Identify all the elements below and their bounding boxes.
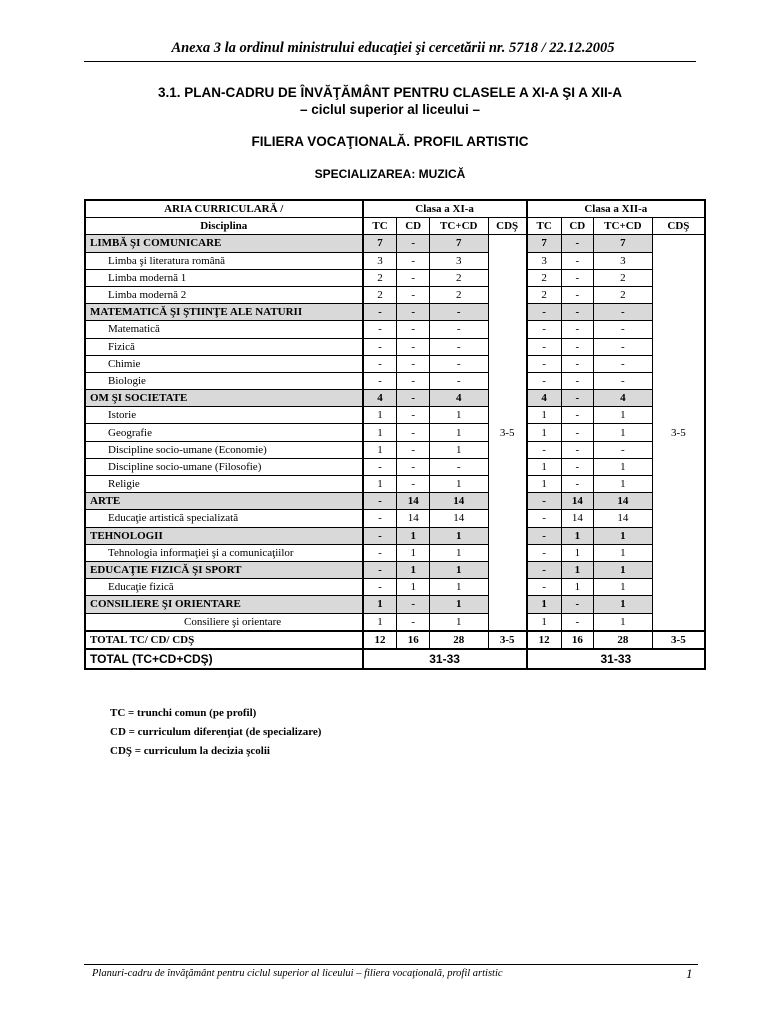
xii-cd-cell: - xyxy=(561,596,593,613)
xii-cd-cell: 1 xyxy=(561,544,593,561)
total-xii-cell: 16 xyxy=(561,631,593,649)
xii-tccd-cell: 1 xyxy=(594,561,653,578)
xi-tccd-cell: 4 xyxy=(429,390,488,407)
xii-tc-cell: 1 xyxy=(527,476,561,493)
xii-cd-cell: - xyxy=(561,390,593,407)
discipline-name: Consiliere şi orientare xyxy=(85,613,363,631)
xi-tccd-cell: 1 xyxy=(429,527,488,544)
xii-tc-cell: - xyxy=(527,544,561,561)
xii-tc-cell: - xyxy=(527,304,561,321)
xi-tc-cell: - xyxy=(363,510,397,527)
discipline-name: Discipline socio-umane (Economie) xyxy=(85,441,363,458)
xi-cd-cell: - xyxy=(397,304,429,321)
xii-tccd-cell: 7 xyxy=(594,235,653,252)
xii-tc-cell: - xyxy=(527,579,561,596)
legend xyxy=(110,704,321,761)
xii-tc-cell: 7 xyxy=(527,235,561,252)
xii-tc-header: TC xyxy=(527,218,561,235)
xi-tccd-cell: - xyxy=(429,304,488,321)
xi-tccd-cell: - xyxy=(429,338,488,355)
discipline-row xyxy=(85,441,705,458)
xii-tc-cell: - xyxy=(527,561,561,578)
legend-cd: CD = curriculum diferenţiat (de specializare) xyxy=(110,726,322,738)
xii-tc-cell: - xyxy=(527,441,561,458)
xi-tc-cell: - xyxy=(363,321,397,338)
xii-cd-cell: 1 xyxy=(561,579,593,596)
discipline-name: Limba modernă 1 xyxy=(85,269,363,286)
discipline-row xyxy=(85,458,705,475)
xi-tc-cell: 7 xyxy=(363,235,397,252)
col-area-header: ARIA CURRICULARĂ / xyxy=(85,200,363,218)
title-line-1: 3.1. PLAN-CADRU DE ÎNVĂŢĂMÂNT PENTRU CLASELE A XI-A ŞI A XII-A xyxy=(157,85,623,100)
xii-cds-header: CDŞ xyxy=(652,218,705,235)
xi-cd-cell: 1 xyxy=(397,544,429,561)
xi-tc-cell: 1 xyxy=(363,476,397,493)
xi-cd-cell: - xyxy=(397,252,429,269)
total-xi-cell: 3-5 xyxy=(488,631,527,649)
table-header-row-1 xyxy=(85,200,705,218)
discipline-row xyxy=(85,338,705,355)
total-xii-cell: 28 xyxy=(594,631,653,649)
xi-tccd-cell: 1 xyxy=(429,407,488,424)
total-xii-cell: 12 xyxy=(527,631,561,649)
xi-tc-cell: - xyxy=(363,493,397,510)
xi-tccd-cell: 1 xyxy=(429,596,488,613)
category-name: LIMBĂ ŞI COMUNICARE xyxy=(85,235,363,252)
table-header-row-2 xyxy=(85,218,705,235)
xii-tccd-cell: 2 xyxy=(594,286,653,303)
xi-tc-cell: 1 xyxy=(363,441,397,458)
xi-cd-cell: - xyxy=(397,235,429,252)
xii-tccd-cell: - xyxy=(594,321,653,338)
xii-cd-cell: - xyxy=(561,441,593,458)
xi-tc-cell: - xyxy=(363,372,397,389)
title-line-2: – ciclul superior al liceului – xyxy=(299,102,481,117)
xi-tccd-cell: 1 xyxy=(429,544,488,561)
xii-tccd-cell: - xyxy=(594,355,653,372)
xii-cd-cell: 1 xyxy=(561,527,593,544)
category-name: TEHNOLOGII xyxy=(85,527,363,544)
category-name: EDUCAŢIE FIZICĂ ŞI SPORT xyxy=(85,561,363,578)
xi-cd-header: CD xyxy=(397,218,429,235)
xi-cd-cell: - xyxy=(397,338,429,355)
xii-tccd-cell: - xyxy=(594,441,653,458)
legend-cds: CDŞ = curriculum la decizia şcolii xyxy=(110,745,270,757)
xi-tccd-cell: 1 xyxy=(429,424,488,441)
xi-tccd-cell: - xyxy=(429,321,488,338)
xii-tccd-cell: - xyxy=(594,372,653,389)
xi-tc-cell: 1 xyxy=(363,407,397,424)
xii-tccd-cell: 1 xyxy=(594,476,653,493)
discipline-name: Geografie xyxy=(85,424,363,441)
total-xi-cell: 16 xyxy=(397,631,429,649)
xi-cd-cell: 1 xyxy=(397,561,429,578)
grand-total-label: TOTAL (TC+CD+CDŞ) xyxy=(85,649,363,669)
xi-tccd-cell: 1 xyxy=(429,441,488,458)
total-row xyxy=(85,631,705,649)
xii-tc-cell: - xyxy=(527,372,561,389)
total-xii-cell: 3-5 xyxy=(652,631,705,649)
xii-tc-cell: 4 xyxy=(527,390,561,407)
category-name: OM ŞI SOCIETATE xyxy=(85,390,363,407)
xi-cd-cell: - xyxy=(397,441,429,458)
category-row xyxy=(85,493,705,510)
xi-cds-header: CDŞ xyxy=(488,218,527,235)
total-xi-cell: 12 xyxy=(363,631,397,649)
document-header: Anexa 3 la ordinul ministrului educaţiei şi cercetării nr. 5718 / 22.12.2005 xyxy=(171,40,615,56)
xii-cd-cell: 14 xyxy=(561,510,593,527)
xii-tccd-cell: 4 xyxy=(594,390,653,407)
xi-cd-cell: - xyxy=(397,390,429,407)
xi-tccd-header: TC+CD xyxy=(429,218,488,235)
discipline-row xyxy=(85,355,705,372)
xi-tc-cell: 1 xyxy=(363,596,397,613)
xi-tc-cell: - xyxy=(363,527,397,544)
grand-total-row xyxy=(85,649,705,669)
xii-tc-cell: 2 xyxy=(527,269,561,286)
page-number: 1 xyxy=(686,966,693,981)
xii-tc-cell: - xyxy=(527,355,561,372)
xii-cd-cell: - xyxy=(561,338,593,355)
category-row xyxy=(85,304,705,321)
xii-tccd-cell: 1 xyxy=(594,407,653,424)
discipline-name: Biologie xyxy=(85,372,363,389)
category-name: MATEMATICĂ ŞI ŞTIINŢE ALE NATURII xyxy=(85,304,363,321)
discipline-row xyxy=(85,510,705,527)
discipline-name: Limba şi literatura română xyxy=(85,252,363,269)
xii-cd-cell: - xyxy=(561,269,593,286)
xi-tc-cell: 2 xyxy=(363,286,397,303)
xii-cd-cell: - xyxy=(561,613,593,631)
xi-cd-cell: 1 xyxy=(397,579,429,596)
header-divider xyxy=(84,61,696,62)
legend-tc: TC = trunchi comun (pe profil) xyxy=(110,707,257,719)
xii-tc-cell: 1 xyxy=(527,458,561,475)
discipline-row xyxy=(85,286,705,303)
xi-cds-merged-cell: 3-5 xyxy=(488,235,527,631)
xi-tccd-cell: - xyxy=(429,458,488,475)
xi-tccd-cell: - xyxy=(429,355,488,372)
xii-tccd-cell: 1 xyxy=(594,579,653,596)
plan-title xyxy=(84,84,696,118)
class-xii-header: Clasa a XII-a xyxy=(527,200,705,218)
xi-cd-cell: - xyxy=(397,458,429,475)
xi-tccd-cell: 1 xyxy=(429,579,488,596)
xii-tccd-header: TC+CD xyxy=(594,218,653,235)
category-name: CONSILIERE ŞI ORIENTARE xyxy=(85,596,363,613)
class-xi-header: Clasa a XI-a xyxy=(363,200,527,218)
discipline-row xyxy=(85,407,705,424)
discipline-name: Religie xyxy=(85,476,363,493)
xi-cd-cell: 14 xyxy=(397,510,429,527)
category-row xyxy=(85,390,705,407)
xii-cd-cell: - xyxy=(561,321,593,338)
xi-cd-cell: - xyxy=(397,286,429,303)
xi-tc-cell: - xyxy=(363,304,397,321)
xii-tccd-cell: 14 xyxy=(594,493,653,510)
xii-tc-cell: - xyxy=(527,321,561,338)
grand-total-xii: 31-33 xyxy=(527,649,705,669)
discipline-row xyxy=(85,269,705,286)
xi-tc-cell: - xyxy=(363,458,397,475)
discipline-row xyxy=(85,252,705,269)
discipline-row xyxy=(85,321,705,338)
xii-cd-cell: - xyxy=(561,476,593,493)
discipline-row xyxy=(85,476,705,493)
xii-cd-cell: 1 xyxy=(561,561,593,578)
xi-cd-cell: 14 xyxy=(397,493,429,510)
xi-tc-cell: 2 xyxy=(363,269,397,286)
xi-tccd-cell: 2 xyxy=(429,286,488,303)
footer-divider xyxy=(84,964,698,965)
xii-cd-cell: - xyxy=(561,355,593,372)
xii-tccd-cell: 1 xyxy=(594,596,653,613)
xi-cd-cell: - xyxy=(397,269,429,286)
xii-tc-cell: 1 xyxy=(527,407,561,424)
xii-cd-cell: - xyxy=(561,252,593,269)
xi-tc-header: TC xyxy=(363,218,397,235)
xii-cds-merged-cell: 3-5 xyxy=(652,235,705,631)
xi-cd-cell: 1 xyxy=(397,527,429,544)
xii-tccd-cell: 2 xyxy=(594,269,653,286)
discipline-name: Matematică xyxy=(85,321,363,338)
xii-cd-header: CD xyxy=(561,218,593,235)
discipline-name: Limba modernă 2 xyxy=(85,286,363,303)
xi-tccd-cell: 1 xyxy=(429,613,488,631)
xi-tc-cell: 3 xyxy=(363,252,397,269)
discipline-name: Educaţie fizică xyxy=(85,579,363,596)
xii-tccd-cell: 1 xyxy=(594,527,653,544)
xi-tc-cell: 1 xyxy=(363,613,397,631)
xii-tc-cell: 1 xyxy=(527,596,561,613)
discipline-name: Tehnologia informaţiei şi a comunicaţiilor xyxy=(85,544,363,561)
xii-cd-cell: - xyxy=(561,286,593,303)
discipline-name: Discipline socio-umane (Filosofie) xyxy=(85,458,363,475)
xi-cd-cell: - xyxy=(397,613,429,631)
xii-tc-cell: 1 xyxy=(527,613,561,631)
xii-tc-cell: - xyxy=(527,527,561,544)
discipline-name: Chimie xyxy=(85,355,363,372)
category-row xyxy=(85,596,705,613)
xi-tc-cell: - xyxy=(363,561,397,578)
col-discipline-header: Disciplina xyxy=(85,218,363,235)
xi-cd-cell: - xyxy=(397,407,429,424)
xii-cd-cell: 14 xyxy=(561,493,593,510)
xii-tccd-cell: 3 xyxy=(594,252,653,269)
category-row xyxy=(85,527,705,544)
xii-cd-cell: - xyxy=(561,235,593,252)
xii-cd-cell: - xyxy=(561,372,593,389)
total-xi-cell: 28 xyxy=(429,631,488,649)
xii-cd-cell: - xyxy=(561,407,593,424)
xii-tccd-cell: 14 xyxy=(594,510,653,527)
xii-tc-cell: 3 xyxy=(527,252,561,269)
total-label: TOTAL TC/ CD/ CDŞ xyxy=(85,631,363,649)
xi-cd-cell: - xyxy=(397,355,429,372)
discipline-row xyxy=(85,424,705,441)
xii-tccd-cell: 1 xyxy=(594,424,653,441)
xi-cd-cell: - xyxy=(397,424,429,441)
xi-tc-cell: - xyxy=(363,579,397,596)
grand-total-xi: 31-33 xyxy=(363,649,527,669)
xi-tccd-cell: 14 xyxy=(429,493,488,510)
profile-subtitle: FILIERA VOCAŢIONALĂ. PROFIL ARTISTIC xyxy=(251,134,529,149)
xi-cd-cell: - xyxy=(397,372,429,389)
xii-tc-cell: - xyxy=(527,493,561,510)
discipline-row xyxy=(85,579,705,596)
xii-tccd-cell: 1 xyxy=(594,613,653,631)
specialization-label: SPECIALIZAREA: MUZICĂ xyxy=(314,167,466,181)
xii-tc-cell: 2 xyxy=(527,286,561,303)
discipline-row xyxy=(85,372,705,389)
xi-tccd-cell: 1 xyxy=(429,561,488,578)
xii-tc-cell: - xyxy=(527,338,561,355)
xi-tc-cell: - xyxy=(363,338,397,355)
xi-tccd-cell: 1 xyxy=(429,476,488,493)
xi-tccd-cell: 2 xyxy=(429,269,488,286)
xi-tc-cell: - xyxy=(363,355,397,372)
discipline-name: Fizică xyxy=(85,338,363,355)
discipline-name: Istorie xyxy=(85,407,363,424)
curriculum-table xyxy=(84,199,706,670)
xii-cd-cell: - xyxy=(561,424,593,441)
xii-cd-cell: - xyxy=(561,458,593,475)
category-name: ARTE xyxy=(85,493,363,510)
discipline-row xyxy=(85,544,705,561)
xii-tccd-cell: 1 xyxy=(594,544,653,561)
xi-tccd-cell: 7 xyxy=(429,235,488,252)
xi-tccd-cell: 14 xyxy=(429,510,488,527)
xii-tc-cell: 1 xyxy=(527,424,561,441)
document-footer: Planuri-cadru de învăţământ pentru ciclul superior al liceului – filiera vocaţională, profil artistic xyxy=(92,968,503,979)
xi-tc-cell: - xyxy=(363,544,397,561)
xii-cd-cell: - xyxy=(561,304,593,321)
xi-tc-cell: 4 xyxy=(363,390,397,407)
xi-tccd-cell: 3 xyxy=(429,252,488,269)
category-row xyxy=(85,235,705,252)
xi-cd-cell: - xyxy=(397,321,429,338)
xi-cd-cell: - xyxy=(397,596,429,613)
xii-tccd-cell: 1 xyxy=(594,458,653,475)
xii-tc-cell: - xyxy=(527,510,561,527)
discipline-name: Educaţie artistică specializată xyxy=(85,510,363,527)
category-row xyxy=(85,561,705,578)
xi-tc-cell: 1 xyxy=(363,424,397,441)
discipline-row xyxy=(85,613,705,631)
xii-tccd-cell: - xyxy=(594,304,653,321)
xi-tccd-cell: - xyxy=(429,372,488,389)
xii-tccd-cell: - xyxy=(594,338,653,355)
xi-cd-cell: - xyxy=(397,476,429,493)
